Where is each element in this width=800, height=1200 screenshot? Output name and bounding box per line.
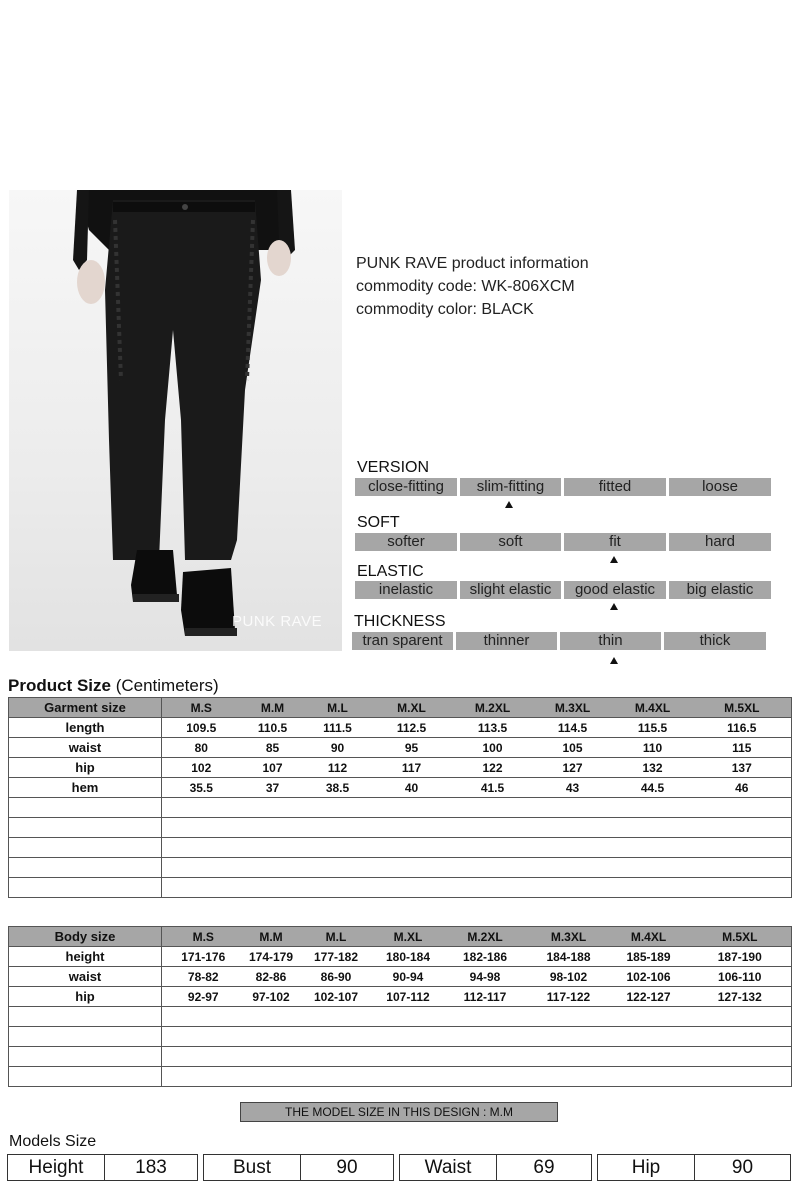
table-cell: 85 [241,738,305,758]
size-header: M.S [162,698,241,718]
scale-option: fitted [564,478,666,496]
size-header: M.L [298,927,375,947]
scale-option: fit [564,533,666,551]
size-header: M.M [241,698,305,718]
table-cell: 116.5 [693,718,792,738]
table-cell: 112-117 [442,987,529,1007]
product-size-title: Product Size [8,676,111,695]
table-cell: 100 [453,738,533,758]
scale-option: thick [664,632,766,650]
size-header: M.5XL [693,698,792,718]
attribute-scale-soft [355,533,774,551]
table-cell: 174-179 [245,947,298,967]
row-label: hip [9,987,162,1007]
row-label: waist [9,738,162,758]
model-measurement-waist [399,1154,592,1181]
table-cell: 38.5 [305,778,371,798]
table-cell: 98-102 [529,967,609,987]
models-size-title: Models Size [9,1133,97,1150]
measurement-value: 90 [336,1157,358,1178]
selected-marker-icon [610,556,618,563]
model-measurement-hip [597,1154,791,1181]
scale-option: big elastic [669,581,771,599]
table-cell: 114.5 [533,718,613,738]
measurement-value: 69 [533,1157,555,1178]
attribute-scale-elastic [355,581,774,599]
scale-option: hard [669,533,771,551]
table-cell: 109.5 [162,718,241,738]
table-cell: 46 [693,778,792,798]
measurement-label: Height [8,1155,105,1180]
row-label: waist [9,967,162,987]
table-cell: 97-102 [245,987,298,1007]
scale-option: soft [460,533,561,551]
measurement-value: 90 [731,1157,754,1178]
table-cell: 180-184 [375,947,442,967]
measurement-label: Waist [400,1155,497,1180]
table-row [9,738,792,758]
scale-option: thinner [456,632,557,650]
scale-option: good elastic [564,581,666,599]
row-label: height [9,947,162,967]
size-header: M.L [305,698,371,718]
table-cell: 187-190 [689,947,792,967]
table-cell: 35.5 [162,778,241,798]
measurement-label: Hip [598,1155,695,1180]
table-cell: 106-110 [689,967,792,987]
scale-option: softer [355,533,457,551]
product-size-table [8,697,792,898]
row-label: length [9,718,162,738]
model-size-banner: THE MODEL SIZE IN THIS DESIGN : M.M [240,1102,558,1122]
table-cell: 78-82 [162,967,245,987]
empty-row [9,798,792,818]
table-cell: 110.5 [241,718,305,738]
table-cell: 127-132 [689,987,792,1007]
scale-option: loose [669,478,771,496]
size-header: M.3XL [533,698,613,718]
table-cell: 112.5 [371,718,453,738]
table-corner-label: Body size [9,927,162,947]
scale-option: close-fitting [355,478,457,496]
table-cell: 177-182 [298,947,375,967]
row-label: hip [9,758,162,778]
table-cell: 111.5 [305,718,371,738]
table-cell: 112 [305,758,371,778]
table-cell: 80 [162,738,241,758]
table-cell: 184-188 [529,947,609,967]
size-header: M.XL [375,927,442,947]
model-wearing-pants-illustration [9,190,342,651]
table-cell: 127 [533,758,613,778]
table-cell: 43 [533,778,613,798]
table-cell: 40 [371,778,453,798]
size-header: M.4XL [609,927,689,947]
attribute-title-version: VERSION [357,459,430,476]
empty-row [9,1027,792,1047]
empty-row [9,1047,792,1067]
attribute-scale-version [355,478,774,496]
table-cell: 171-176 [162,947,245,967]
table-cell: 137 [693,758,792,778]
attribute-title-thickness: THICKNESS [354,613,446,630]
row-label: hem [9,778,162,798]
table-cell: 92-97 [162,987,245,1007]
scale-option: inelastic [355,581,457,599]
table-cell: 185-189 [609,947,689,967]
brand-watermark: PUNK RAVE [232,613,323,630]
table-header-row [9,698,792,718]
size-header: M.3XL [529,927,609,947]
empty-row [9,858,792,878]
table-row [9,718,792,738]
empty-row [9,1007,792,1027]
size-header: M.XL [371,698,453,718]
table-cell: 122-127 [609,987,689,1007]
selected-marker-icon [610,603,618,610]
table-row [9,987,792,1007]
table-cell: 182-186 [442,947,529,967]
model-measurement-bust [203,1154,394,1181]
measurement-label: Bust [204,1155,301,1180]
empty-row [9,1067,792,1087]
table-row [9,778,792,798]
table-cell: 122 [453,758,533,778]
table-cell: 86-90 [298,967,375,987]
product-photo [9,190,342,651]
table-cell: 113.5 [453,718,533,738]
table-cell: 37 [241,778,305,798]
table-cell: 107-112 [375,987,442,1007]
table-cell: 102-106 [609,967,689,987]
scale-option: tran sparent [352,632,453,650]
size-header: M.4XL [613,698,693,718]
scale-option: thin [560,632,661,650]
commodity-color: commodity color: BLACK [356,301,534,318]
table-cell: 110 [613,738,693,758]
model-measurement-height [7,1154,198,1181]
table-cell: 115 [693,738,792,758]
commodity-code: commodity code: WK-806XCM [356,278,575,295]
body-size-table [8,926,792,1087]
attribute-scale-thickness [352,632,769,650]
selected-marker-icon [505,501,513,508]
size-header: M.2XL [442,927,529,947]
table-header-row [9,927,792,947]
table-cell: 115.5 [613,718,693,738]
table-cell: 44.5 [613,778,693,798]
table-cell: 102 [162,758,241,778]
attribute-title-soft: SOFT [357,514,400,531]
table-corner-label: Garment size [9,698,162,718]
scale-option: slim-fitting [460,478,561,496]
table-cell: 90 [305,738,371,758]
table-row [9,947,792,967]
size-header: M.2XL [453,698,533,718]
size-header: M.S [162,927,245,947]
table-cell: 102-107 [298,987,375,1007]
table-cell: 132 [613,758,693,778]
product-info [356,252,589,321]
size-header: M.5XL [689,927,792,947]
empty-row [9,818,792,838]
table-row [9,967,792,987]
table-cell: 90-94 [375,967,442,987]
table-cell: 117 [371,758,453,778]
product-size-unit: (Centimeters) [115,676,219,695]
table-cell: 117-122 [529,987,609,1007]
size-header: M.M [245,927,298,947]
empty-row [9,878,792,898]
attribute-title-elastic: ELASTIC [357,563,424,580]
empty-row [9,838,792,858]
table-cell: 105 [533,738,613,758]
measurement-value: 183 [135,1157,167,1178]
table-row [9,758,792,778]
table-cell: 107 [241,758,305,778]
table-cell: 94-98 [442,967,529,987]
scale-option: slight elastic [460,581,561,599]
table-cell: 95 [371,738,453,758]
table-cell: 41.5 [453,778,533,798]
table-cell: 82-86 [245,967,298,987]
product-info-title: PUNK RAVE product information [356,255,589,272]
product-size-heading [8,676,219,696]
selected-marker-icon [610,657,618,664]
